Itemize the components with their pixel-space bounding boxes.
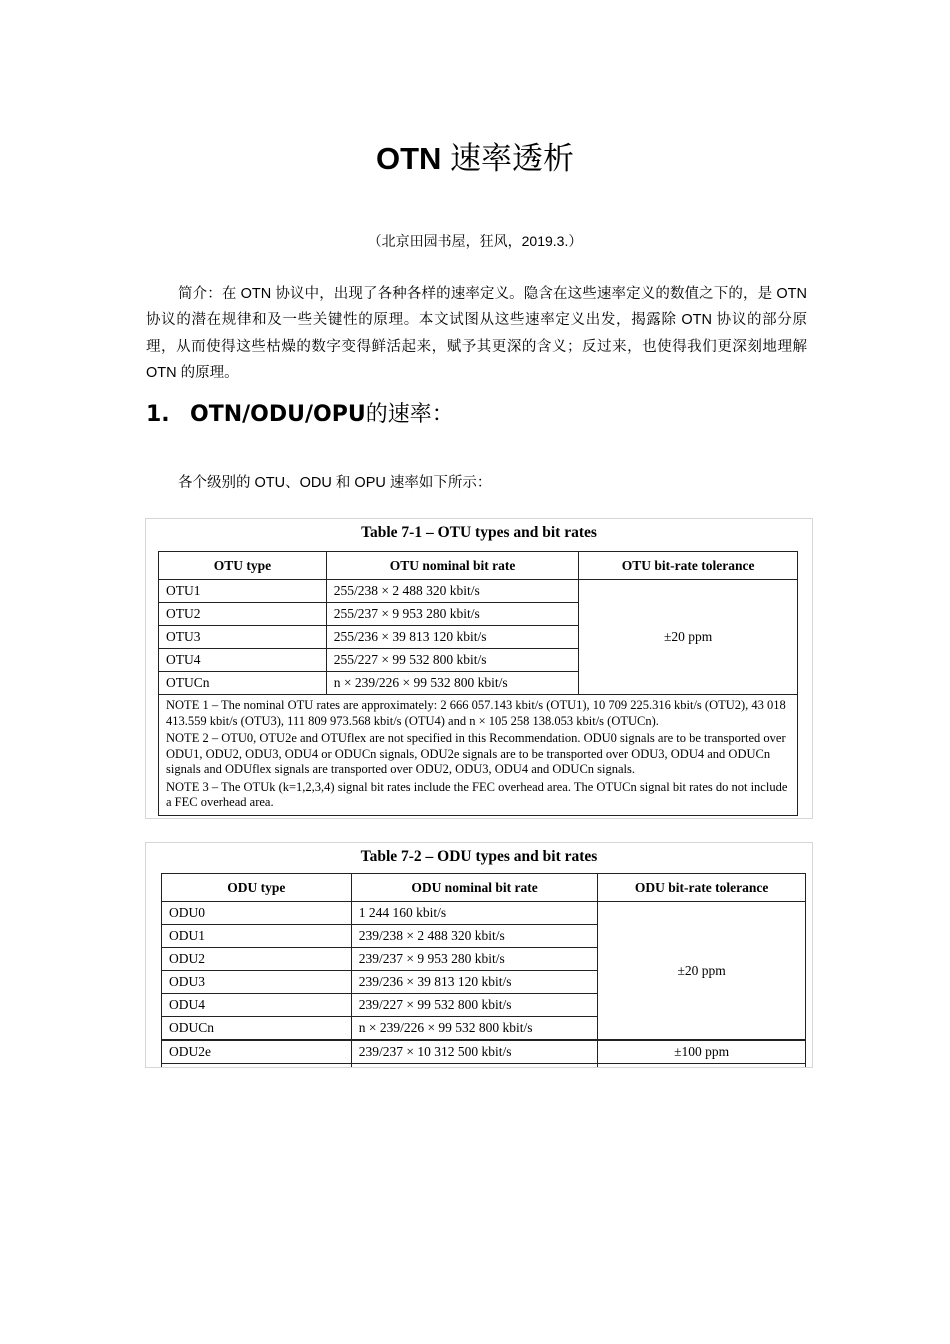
otu-table-caption: Table 7-1 – OTU types and bit rates bbox=[361, 524, 597, 541]
odu-rate-cell: 239/237 × 9 953 280 kbit/s bbox=[351, 948, 598, 971]
otu-note-3: NOTE 3 – The OTUk (k=1,2,3,4) signal bit rates include the FEC overhead area. The OTUCn signal bit rates do not include a FEC overhead area. bbox=[166, 779, 788, 809]
odu-type-cell: ODU0 bbox=[162, 902, 352, 925]
table-row bbox=[162, 1040, 806, 1064]
title-latin: OTN bbox=[375, 141, 442, 176]
table-row bbox=[159, 580, 798, 603]
odu-header-type: ODU type bbox=[162, 874, 352, 902]
otu-type-cell: OTU1 bbox=[159, 580, 327, 603]
odu-rate-cell: 1 244 160 kbit/s bbox=[351, 902, 598, 925]
odu-header-tolerance: ODU bit-rate tolerance bbox=[598, 874, 806, 902]
otu-notes-cell bbox=[159, 695, 798, 816]
odu-type-cell: ODU2e bbox=[162, 1040, 352, 1064]
otu-header-rate: OTU nominal bit rate bbox=[326, 552, 579, 580]
otu-type-cell: OTU2 bbox=[159, 603, 327, 626]
odu-table-figure bbox=[145, 842, 813, 1068]
title-cjk: 速率透析 bbox=[450, 141, 575, 176]
table-row bbox=[162, 902, 806, 925]
otu-rate-cell: 255/236 × 39 813 120 kbit/s bbox=[326, 626, 579, 649]
otu-note-2: NOTE 2 – OTU0, OTU2e and OTUflex are not specified in this Recommendation. ODU0 signals are to be transported over ODU1, ODU2, ODU3, ODU4 or ODUCn signals, ODU2e signals are to be transported over ODU3, ODU4 and ODUCn signals and ODUflex signals are transported over ODU2, ODU3, ODU4 and ODUCn signals. bbox=[166, 731, 786, 776]
odu-type-cell bbox=[162, 1064, 352, 1069]
odu-type-cell: ODU3 bbox=[162, 971, 352, 994]
section-heading bbox=[146, 398, 454, 431]
odu-type-cell: ODUCn bbox=[162, 1017, 352, 1041]
section-title-latin: OTN/ODU/OPU bbox=[190, 402, 366, 427]
otu-type-cell: OTUCn bbox=[159, 672, 327, 695]
odu-tolerance-cell: ±100 ppm bbox=[598, 1040, 806, 1064]
intro-paragraph: 简介：在 OTN 协议中，出现了各种各样的速率定义。隐含在这些速率定义的数值之下的，是 OTN 协议的潜在规律和及一些关键性的原理。本文试图从这些速率定义出发，揭露除 OTN 协议的部分原理，从而使得这些枯燥的数字变得鲜活起来，赋予其更深的含义；反过来，也使得我们更深刻地理解 OTN 的原理。 bbox=[146, 286, 807, 381]
otu-note-1: NOTE 1 – The nominal OTU rates are approximately: 2 666 057.143 kbit/s (OTU1), 10 709 225.316 kbit/s (OTU2), 43 018 413.559 kbit/s (OTU3), 111 809 973.568 kbit/s (OTU4) and n × 105 258 138.053 kbit/s (OTUCn). bbox=[166, 698, 786, 728]
odu-type-cell: ODU4 bbox=[162, 994, 352, 1017]
otu-header-tolerance: OTU bit-rate tolerance bbox=[579, 552, 798, 580]
odu-tolerance-cell bbox=[598, 1064, 806, 1069]
odu-rate-cell: 239/237 × 10 312 500 kbit/s bbox=[351, 1040, 598, 1064]
section-intro-text: 各个级别的 OTU、ODU 和 OPU 速率如下所示： bbox=[178, 475, 492, 491]
otu-header-type: OTU type bbox=[159, 552, 327, 580]
odu-rate-cell: n × 239/226 × 99 532 800 kbit/s bbox=[351, 1017, 598, 1041]
odu-header-rate: ODU nominal bit rate bbox=[351, 874, 598, 902]
odu-table bbox=[161, 873, 806, 1068]
otu-type-cell: OTU3 bbox=[159, 626, 327, 649]
odu-rate-cell bbox=[351, 1064, 598, 1069]
otu-rate-cell: 255/237 × 9 953 280 kbit/s bbox=[326, 603, 579, 626]
odu-tolerance-cell: ±20 ppm bbox=[598, 902, 806, 1041]
odu-header-row bbox=[162, 874, 806, 902]
odu-type-cell: ODU1 bbox=[162, 925, 352, 948]
otu-rate-cell: n × 239/226 × 99 532 800 kbit/s bbox=[326, 672, 579, 695]
table-row-cutoff bbox=[162, 1064, 806, 1069]
otu-tolerance-cell: ±20 ppm bbox=[579, 580, 798, 695]
section-number: 1. bbox=[146, 402, 170, 427]
otu-notes-row bbox=[159, 695, 798, 816]
section-title-cjk: 的速率： bbox=[365, 401, 454, 426]
document-subtitle: （北京田园书屋，狂风，2019.3.） bbox=[367, 233, 583, 249]
odu-table-caption: Table 7-2 – ODU types and bit rates bbox=[360, 848, 598, 865]
otu-table-figure bbox=[145, 518, 813, 819]
odu-rate-cell: 239/236 × 39 813 120 kbit/s bbox=[351, 971, 598, 994]
otu-header-row bbox=[159, 552, 798, 580]
otu-rate-cell: 255/227 × 99 532 800 kbit/s bbox=[326, 649, 579, 672]
odu-rate-cell: 239/227 × 99 532 800 kbit/s bbox=[351, 994, 598, 1017]
otu-rate-cell: 255/238 × 2 488 320 kbit/s bbox=[326, 580, 579, 603]
document-title bbox=[0, 137, 950, 181]
otu-table bbox=[158, 551, 798, 816]
odu-type-cell: ODU2 bbox=[162, 948, 352, 971]
odu-rate-cell: 239/238 × 2 488 320 kbit/s bbox=[351, 925, 598, 948]
otu-type-cell: OTU4 bbox=[159, 649, 327, 672]
